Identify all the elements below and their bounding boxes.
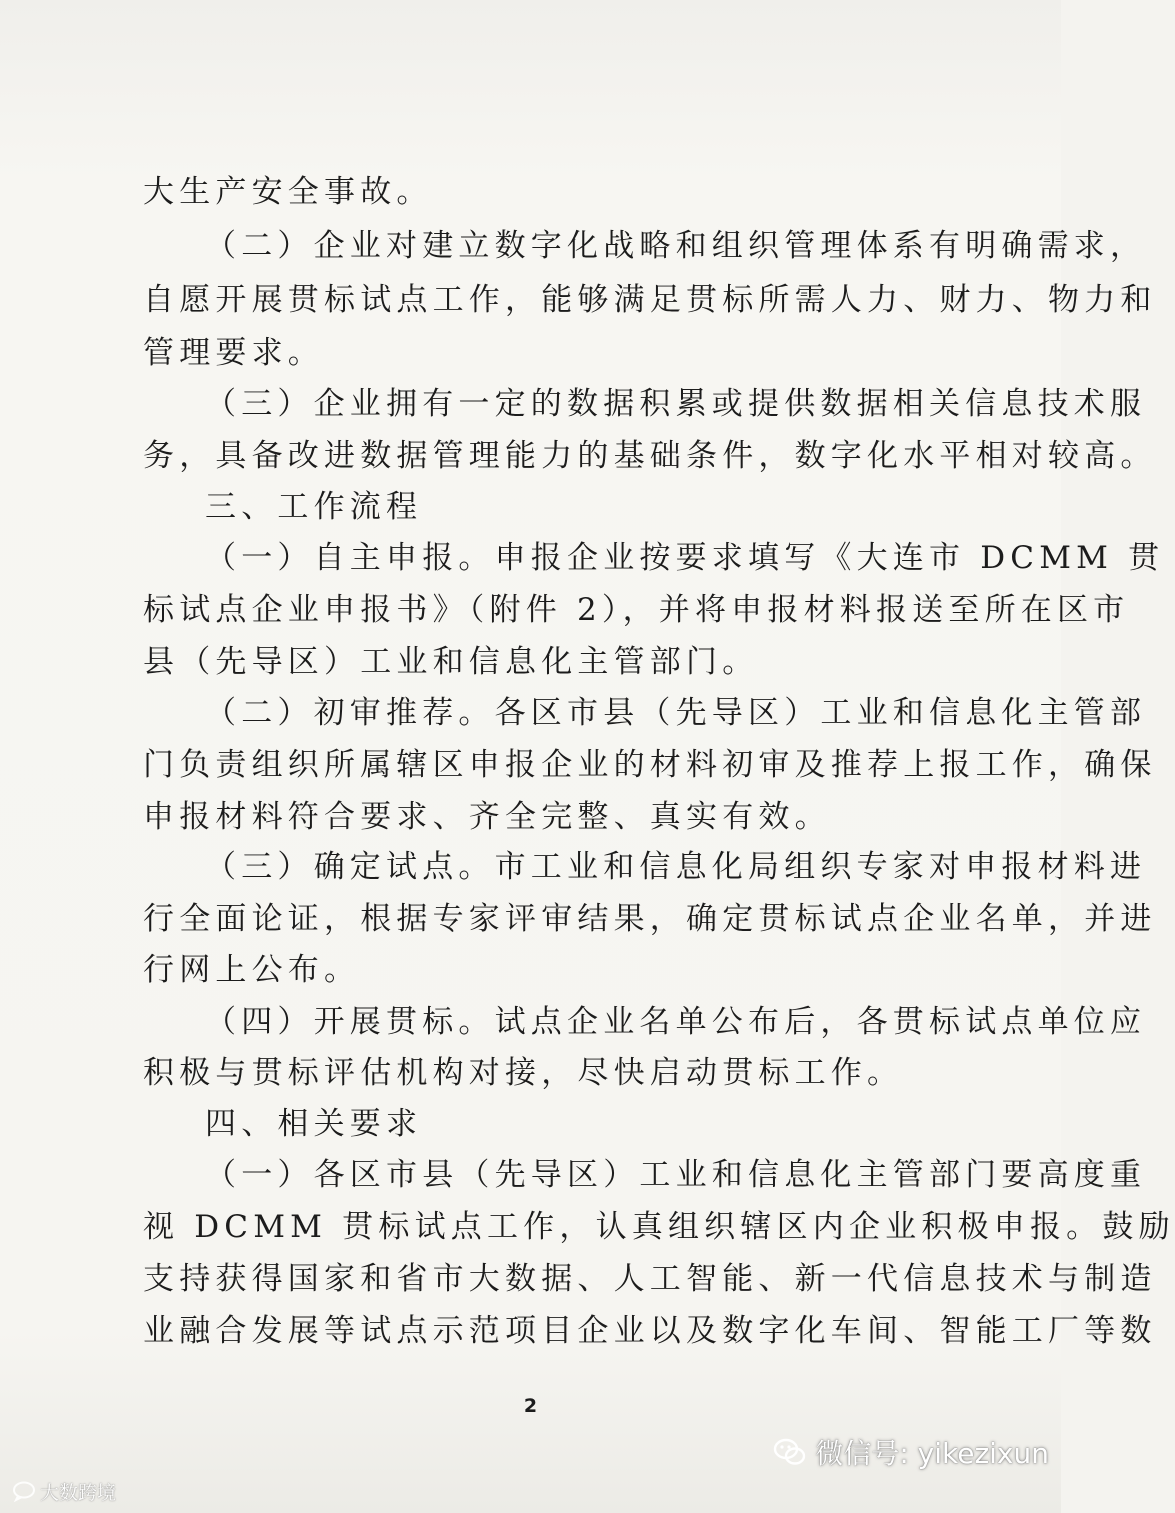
text-line: （一）自主申报。申报企业按要求填写《大连市 DCMM 贯 [205,540,1165,576]
text-line: 视 DCMM 贯标试点工作，认真组织辖区内企业积极申报。鼓励 [143,1209,1175,1245]
text-line: 标试点企业申报书》（附件 2），并将申报材料报送至所在区市 [143,592,1130,628]
text-line: （一）各区市县（先导区）工业和信息化主管部门要高度重 [205,1157,1147,1193]
site-watermark-text: 大数跨境 [40,1481,117,1504]
text-line: （三）企业拥有一定的数据积累或提供数据相关信息技术服 [205,386,1147,422]
text-line: 行全面论证，根据专家评审结果，确定贯标试点企业名单，并进 [143,901,1157,937]
wechat-watermark-text: 微信号: yikezixun [815,1437,1049,1470]
text-line: 支持获得国家和省市大数据、人工智能、新一代信息技术与制造 [143,1261,1157,1297]
text-line: （二）企业对建立数字化战略和组织管理体系有明确需求， [205,228,1147,264]
text-line: 大生产安全事故。 [143,174,433,210]
section-heading: 四、相关要求 [205,1106,423,1142]
text-line: 行网上公布。 [143,952,361,988]
text-line: 自愿开展贯标试点工作，能够满足贯标所需人力、财力、物力和 [143,282,1157,318]
wechat-icon [773,1437,807,1467]
text-line: 业融合发展等试点示范项目企业以及数字化车间、智能工厂等数 [143,1313,1157,1349]
text-line: 县（先导区）工业和信息化主管部门。 [143,644,759,680]
text-line: （四）开展贯标。试点企业名单公布后，各贯标试点单位应 [205,1004,1147,1040]
text-line: 门负责组织所属辖区申报企业的材料初审及推荐上报工作，确保 [143,747,1157,783]
site-watermark [12,1478,116,1504]
text-line: 务，具备改进数据管理能力的基础条件，数字化水平相对较高。 [143,438,1157,474]
text-line: 管理要求。 [143,335,324,371]
page-number: 2 [523,1395,538,1417]
text-line: （二）初审推荐。各区市县（先导区）工业和信息化主管部 [205,695,1147,731]
text-line: 申报材料符合要求、齐全完整、真实有效。 [143,799,831,835]
section-heading: 三、工作流程 [205,489,423,525]
chat-bubble-icon [12,1481,36,1501]
text-line: 积极与贯标评估机构对接，尽快启动贯标工作。 [143,1055,904,1091]
text-line: （三）确定试点。市工业和信息化局组织专家对申报材料进 [205,849,1147,885]
wechat-watermark [773,1432,1049,1472]
